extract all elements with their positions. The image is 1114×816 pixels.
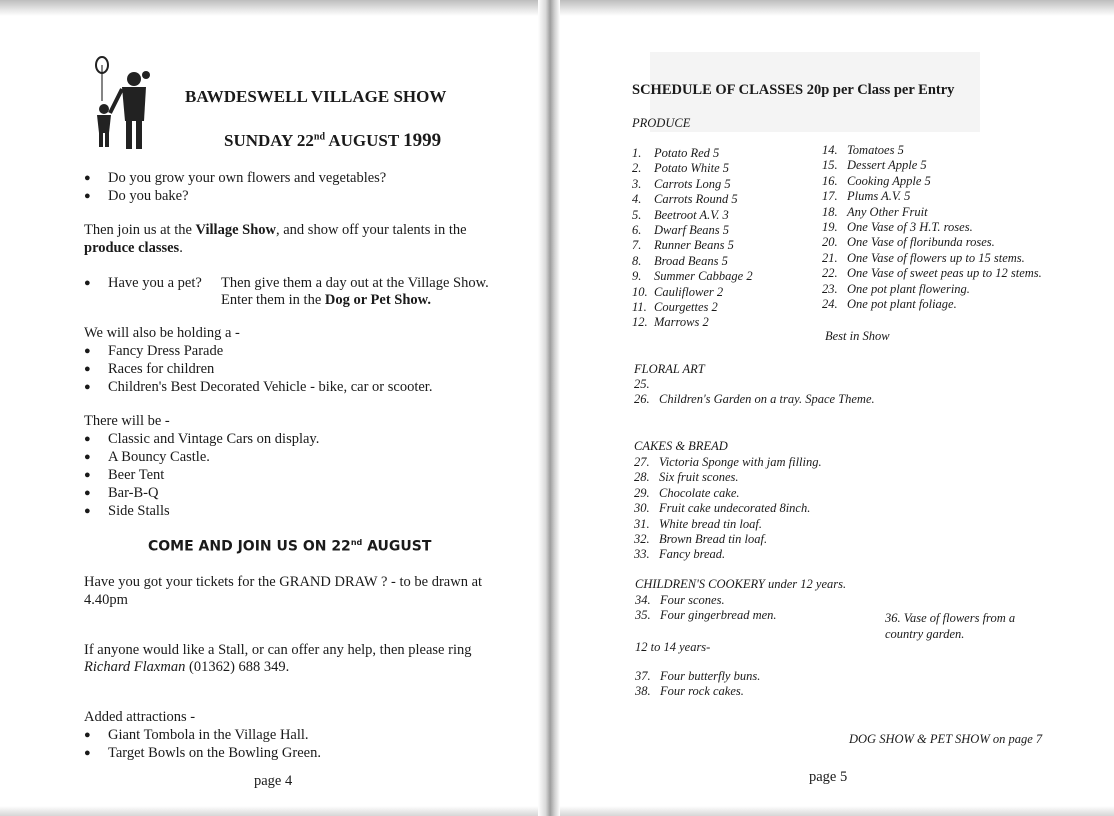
list-item	[632, 300, 753, 315]
added-heading: Added attractions -	[84, 709, 196, 725]
class-name: One Vase of 3 H.T. roses.	[847, 220, 973, 235]
class-name: Brown Bread tin loaf.	[659, 532, 768, 547]
class-name: Four rock cakes.	[660, 684, 744, 699]
list-item-text: Races for children	[108, 361, 215, 377]
class-number: 9.	[632, 269, 642, 284]
list-item-text: Bar-B-Q	[108, 485, 159, 501]
class-name: One Vase of sweet peas up to 12 stems.	[847, 266, 1042, 281]
class-name: Four butterfly buns.	[660, 669, 761, 683]
class-name: Carrots Long 5	[654, 176, 731, 191]
class-number: 6.	[632, 223, 642, 238]
class-number: 2.	[632, 161, 642, 176]
vase-class-line1: 36. Vase of flowers from a	[885, 611, 1016, 625]
list-item	[632, 146, 753, 161]
cakes-list	[634, 455, 822, 563]
class-name: Courgettes 2	[654, 300, 718, 315]
class-number: 20.	[822, 235, 838, 250]
age-heading: 12 to 14 years-	[635, 640, 711, 654]
schedule-title: SCHEDULE OF CLASSES 20p per Class per Entry	[632, 82, 955, 98]
class-name: Dessert Apple 5	[847, 158, 927, 173]
list-item	[84, 484, 319, 502]
question-grow	[84, 169, 386, 187]
list-item	[632, 161, 753, 176]
list-item-text: A Bouncy Castle.	[108, 449, 210, 465]
also-list	[84, 342, 432, 396]
list-item	[635, 608, 777, 623]
bullet-icon: ●	[84, 505, 91, 517]
list-item	[84, 448, 319, 466]
class-name: Fruit cake undecorated 8inch.	[659, 501, 811, 516]
class-name: Tomatoes 5	[847, 143, 904, 157]
class-name: Summer Cabbage 2	[654, 269, 753, 284]
list-item	[822, 220, 1042, 235]
stall-line2	[84, 658, 289, 676]
class-name: Carrots Round 5	[654, 192, 738, 207]
join-text-2: , and show off your talents in the	[275, 222, 467, 238]
come-join-suffix: nd	[350, 538, 363, 547]
children-heading: CHILDREN'S COOKERY under 12 years.	[635, 577, 847, 591]
class-number: 25.	[634, 377, 650, 391]
class-number: 24.	[822, 297, 838, 312]
bullet-icon: ●	[84, 190, 91, 202]
there-heading: There will be -	[84, 413, 170, 429]
join-period: .	[179, 240, 183, 256]
class-number: 19.	[822, 220, 838, 235]
bullet-icon: ●	[84, 363, 91, 375]
join-text: Then join us at the	[84, 222, 196, 238]
contact-name: Richard Flaxman	[84, 659, 186, 675]
floral-list	[634, 377, 875, 408]
class-number: 3.	[632, 176, 642, 191]
contact-phone: (01362) 688 349.	[185, 659, 290, 675]
question-bake	[84, 187, 189, 205]
class-number: 5.	[632, 207, 642, 222]
bullet-icon: ●	[84, 747, 91, 759]
class-number: 15.	[822, 158, 838, 173]
produce-heading: PRODUCE	[632, 116, 691, 130]
list-item	[84, 726, 321, 744]
page-number-left: page 4	[254, 773, 293, 789]
list-item	[84, 360, 432, 378]
list-item	[84, 342, 432, 360]
bullet-icon: ●	[84, 451, 91, 463]
class-number: 31.	[634, 516, 650, 531]
class-name: Four gingerbread men.	[660, 608, 777, 623]
list-item	[632, 315, 753, 330]
list-item	[632, 269, 753, 284]
come-join-banner	[148, 538, 431, 555]
list-item-text: Side Stalls	[108, 503, 170, 519]
class-name: Cooking Apple 5	[847, 173, 931, 188]
grand-draw-line1: Have you got your tickets for the GRAND DRAW ? - to be drawn at	[84, 574, 483, 590]
produce-column-2	[822, 143, 1042, 312]
there-list	[84, 430, 319, 520]
question-bake-text: Do you bake?	[108, 188, 189, 204]
bullet-icon: ●	[84, 487, 91, 499]
join-paragraph-line2	[84, 239, 183, 257]
best-in-show: Best in Show	[825, 329, 890, 343]
age-list	[635, 669, 760, 700]
class-name: Beetroot A.V. 3	[654, 207, 729, 222]
list-item	[822, 297, 1042, 312]
cakes-heading: CAKES & BREAD	[634, 439, 728, 453]
date-suffix: nd	[313, 131, 326, 143]
class-name: Six fruit scones.	[659, 470, 739, 485]
class-number: 34.	[635, 593, 651, 607]
list-item	[634, 392, 875, 407]
class-name: One pot plant foliage.	[847, 297, 957, 312]
children-list	[635, 593, 777, 624]
class-name: Chocolate cake.	[659, 485, 740, 500]
list-item-text: Classic and Vintage Cars on display.	[108, 431, 320, 447]
join-produce-classes: produce classes	[84, 240, 180, 256]
bullet-icon: ●	[84, 381, 91, 393]
class-name: Fancy bread.	[659, 547, 726, 562]
come-join-text: COME AND JOIN US ON 22	[148, 538, 351, 555]
class-number: 23.	[822, 281, 838, 296]
join-paragraph	[84, 221, 467, 239]
show-title: BAWDESWELL VILLAGE SHOW	[185, 87, 447, 106]
class-number: 37.	[635, 669, 651, 683]
class-number: 7.	[632, 238, 642, 253]
class-number: 1.	[632, 146, 642, 160]
class-number: 18.	[822, 204, 838, 219]
list-item	[84, 744, 321, 762]
stall-line1: If anyone would like a Stall, or can offer any help, then please ring	[84, 642, 472, 658]
list-item-text: Giant Tombola in the Village Hall.	[108, 727, 309, 743]
list-item-text: Fancy Dress Parade	[108, 343, 224, 359]
list-item	[84, 502, 319, 520]
list-item-text: Children's Best Decorated Vehicle - bike, car or scooter.	[108, 379, 433, 395]
list-item	[822, 189, 1042, 204]
list-item	[632, 254, 753, 269]
list-item	[822, 158, 1042, 173]
list-item	[822, 251, 1042, 266]
come-join-month: AUGUST	[367, 538, 432, 555]
also-heading: We will also be holding a -	[84, 325, 240, 341]
class-number: 33.	[634, 547, 650, 562]
vase-class-line2: country garden.	[885, 627, 965, 641]
pet-show-name: Dog or Pet Show.	[324, 292, 431, 308]
bullet-icon: ●	[84, 729, 91, 741]
list-item	[632, 285, 753, 300]
page-number-right: page 5	[809, 769, 848, 785]
class-name: Children's Garden on a tray. Space Theme.	[659, 392, 875, 407]
grand-draw-line2: 4.40pm	[84, 592, 128, 608]
date-month: AUGUST	[328, 131, 399, 150]
list-item	[822, 266, 1042, 281]
date-day: SUNDAY 22	[224, 131, 314, 150]
list-item	[822, 205, 1042, 220]
class-number: 8.	[632, 253, 642, 268]
list-item	[634, 455, 822, 470]
list-item	[84, 378, 432, 396]
list-item	[822, 174, 1042, 189]
page-spine	[538, 0, 560, 816]
class-name: Runner Beans 5	[654, 238, 734, 253]
list-item	[634, 486, 822, 501]
pet-answer-text: Enter them in the	[221, 292, 325, 308]
pet-question	[84, 274, 202, 292]
list-item	[632, 208, 753, 223]
family-logo	[88, 55, 158, 155]
list-item	[634, 532, 822, 547]
list-item-text: Target Bowls on the Bowling Green.	[108, 745, 321, 761]
pet-answer: Then give them a day out at the Village Show.	[221, 275, 489, 291]
bullet-icon: ●	[84, 433, 91, 445]
added-list	[84, 726, 321, 762]
class-number: 21.	[822, 250, 838, 265]
list-item	[634, 547, 822, 562]
pet-answer-line2	[221, 291, 431, 309]
list-item	[822, 235, 1042, 250]
class-number: 16.	[822, 173, 838, 188]
list-item	[84, 466, 319, 484]
class-name: Four scones.	[660, 593, 725, 607]
floral-heading: FLORAL ART	[634, 362, 705, 376]
bullet-icon: ●	[84, 469, 91, 481]
class-number: 17.	[822, 189, 838, 204]
class-number: 35.	[635, 608, 651, 623]
class-number: 11.	[632, 300, 647, 315]
list-item	[634, 377, 875, 392]
class-number: 22.	[822, 266, 838, 281]
dog-show-note: DOG SHOW & PET SHOW on page 7	[849, 732, 1043, 746]
list-item	[822, 282, 1042, 297]
list-item-text: Beer Tent	[108, 467, 165, 483]
class-number: 30.	[634, 501, 650, 516]
class-number: 38.	[635, 684, 651, 699]
date-year: 1999	[403, 130, 442, 151]
class-number: 32.	[634, 532, 650, 547]
join-village-show: Village Show	[195, 222, 276, 238]
class-name: Dwarf Beans 5	[654, 223, 729, 238]
produce-column-1	[632, 146, 753, 331]
list-item	[634, 501, 822, 516]
class-name: One Vase of floribunda roses.	[847, 235, 995, 250]
class-number: 10.	[632, 284, 648, 299]
list-item	[632, 192, 753, 207]
pet-question-text: Have you a pet?	[108, 275, 202, 291]
class-name: Cauliflower 2	[654, 284, 724, 299]
class-name: Victoria Sponge with jam filling.	[659, 455, 822, 469]
class-name: Broad Beans 5	[654, 253, 728, 268]
class-number: 4.	[632, 192, 642, 207]
class-number: 26.	[634, 392, 650, 407]
list-item	[634, 470, 822, 485]
class-name: Potato Red 5	[654, 146, 720, 160]
class-number: 29.	[634, 485, 650, 500]
list-item	[635, 593, 777, 608]
bullet-icon: ●	[84, 172, 91, 184]
bullet-icon: ●	[84, 277, 91, 289]
list-item	[84, 430, 319, 448]
class-name: One Vase of flowers up to 15 stems.	[847, 250, 1025, 265]
class-number: 28.	[634, 470, 650, 485]
class-number: 12.	[632, 315, 648, 330]
class-name: Plums A.V. 5	[847, 189, 911, 204]
class-number: 14.	[822, 143, 838, 157]
question-grow-text: Do you grow your own flowers and vegetables?	[108, 170, 387, 186]
list-item	[632, 177, 753, 192]
list-item	[635, 684, 760, 699]
list-item	[822, 143, 1042, 158]
class-name: One pot plant flowering.	[847, 281, 970, 296]
list-item	[635, 669, 760, 684]
class-name: Potato White 5	[654, 161, 729, 176]
list-item	[632, 223, 753, 238]
list-item	[634, 517, 822, 532]
class-number: 27.	[634, 455, 650, 469]
class-name: Any Other Fruit	[847, 204, 928, 219]
show-date	[224, 130, 441, 152]
list-item	[632, 238, 753, 253]
class-name: White bread tin loaf.	[659, 516, 762, 531]
class-name: Marrows 2	[654, 315, 709, 330]
bullet-icon: ●	[84, 345, 91, 357]
